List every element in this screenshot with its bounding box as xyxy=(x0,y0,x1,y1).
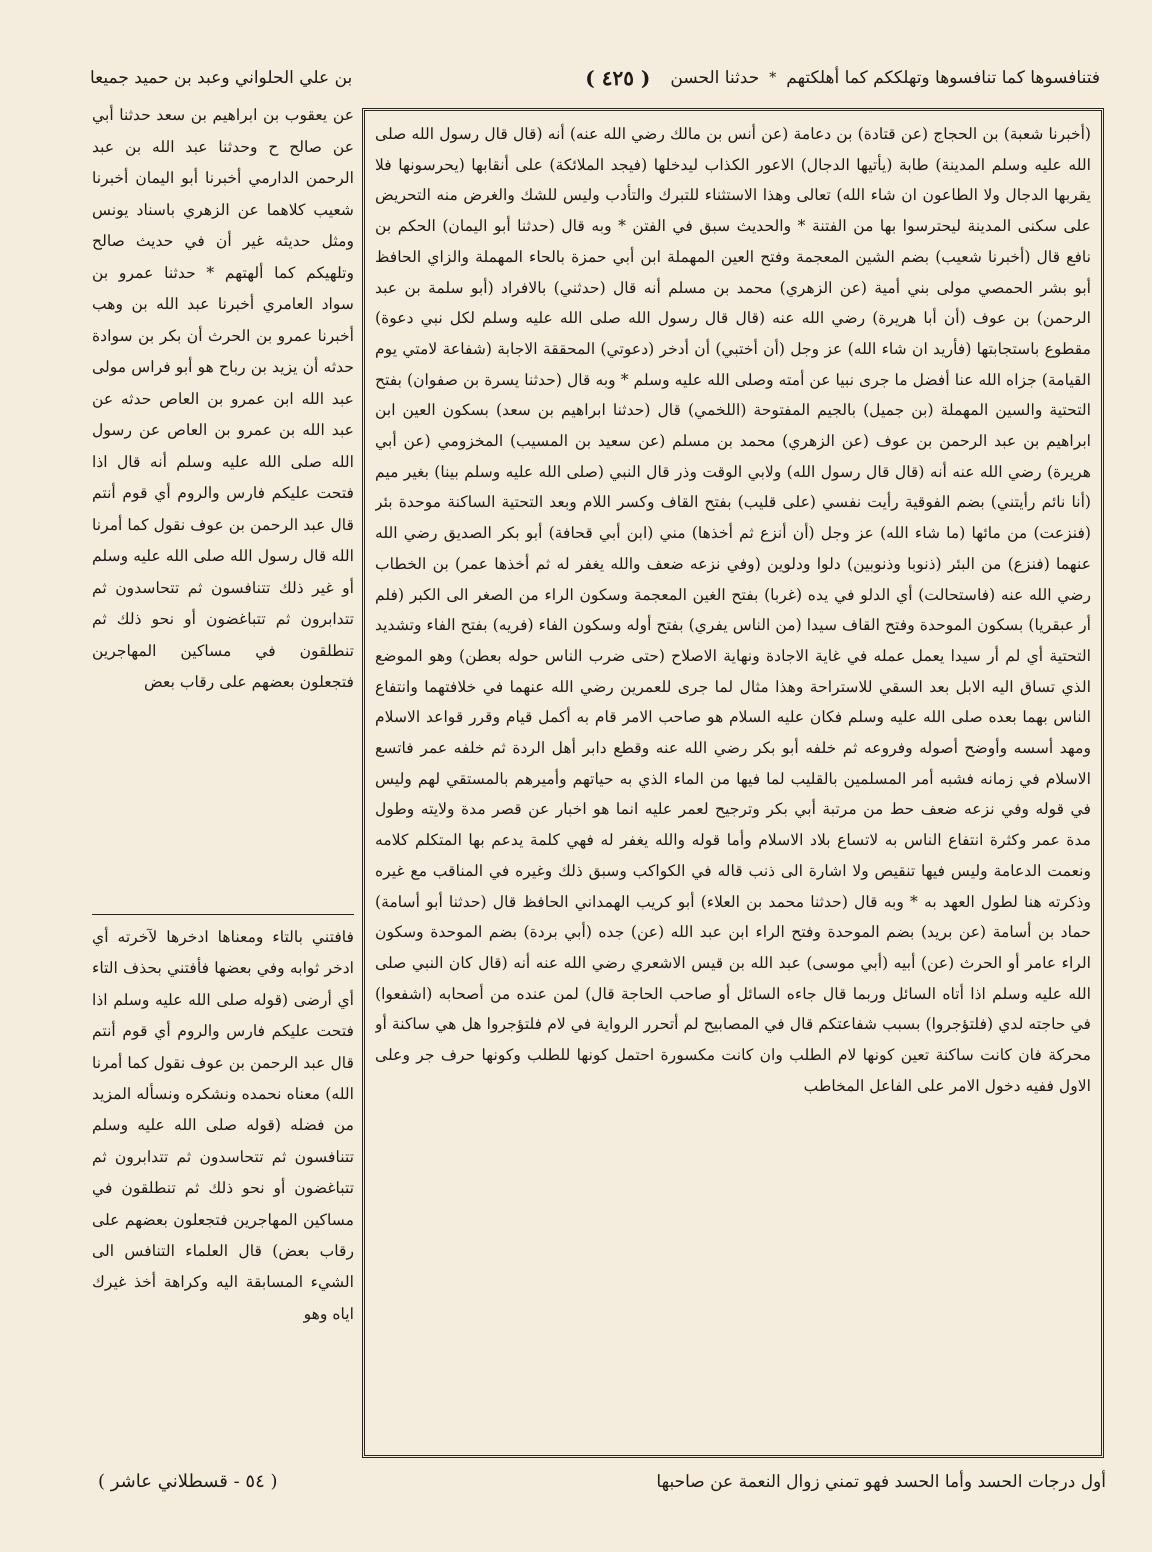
header-text-left: بن علي الحلواني وعبد بن حميد جميعا xyxy=(90,68,353,88)
header-text-right: فتنافسوها كما تنافسوها وتهلككم كما أهلكتهم xyxy=(786,68,1100,88)
footer-signature: ( ٥٤ - قسطلاني عاشر ) xyxy=(98,1471,278,1492)
header-star: * xyxy=(769,70,777,86)
header-text-mid: حدثنا الحسن xyxy=(670,68,760,88)
margin-divider xyxy=(92,914,354,915)
margin-commentary-text: فافتني بالتاء ومعناها ادخرها لآخرته أي ادخر ثوابه وفي بعضها فأفتني بحذف التاء أي أرضى (قوله صلى الله عليه وسلم اذا فتحت عليكم فارس والروم أي قوم أنتم قال عبد الرحمن بن عوف نقول كما أمرنا الله) معناه نحمده ونشكره ونسأله المزيد من فضله (قوله صلى الله عليه وسلم تتنافسون ثم تتحاسدون ثم تتدابرون ثم تتباغضون أو نحو ذلك ثم تنطلقون في مساكين المهاجرين فتجعلون بعضهم على رقاب بعض) قال العلماء التنافس الى الشيء المسابقة اليه وكراهة أخذ غيرك اياه وهو xyxy=(92,928,354,1323)
page-number: ( ٤٢٥ ) xyxy=(585,66,651,90)
page-footer xyxy=(98,1462,1106,1502)
footer-text: أول درجات الحسد وأما الحسد فهو تمني زوال النعمة عن صاحبها xyxy=(656,1472,1106,1492)
page-header xyxy=(90,58,1100,98)
main-text-frame xyxy=(362,108,1104,1458)
header-right xyxy=(575,58,1100,98)
main-commentary-text: (أخبرنا شعبة) بن الحجاج (عن قتادة) بن دعامة (عن أنس بن مالك رضي الله عنه) أنه (قال قال رسول الله صلى الله عليه وسلم المدينة) طابة (يأتيها الدجال) الاعور الكذاب ليدخلها (فيجد الملائكة) على أنقابها (يحرسونها فلا يقربها الدجال ولا الطاعون ان شاء الله) تعالى وهذا الاستثناء للتبرك والتأدب وليس للشك والغرض منه التحريض على سكنى المدينة ليحترسوا بها من الفتنة * والحديث سبق في الفتن * وبه قال (حدثنا أبو اليمان) الحكم بن نافع قال (أخبرنا شعيب) بضم الشين المعجمة وفتح العين المهملة ابن أبي حمزة بالحاء المهملة والزاي الحافظ أبو بشر الحمصي مولى بني أمية (عن الزهري) محمد بن مسلم أنه قال (حدثني) بالافراد (أبو سلمة بن عبد الرحمن) بن عوف (أن أبا هريرة) رضي الله عنه (قال قال رسول الله صلى الله عليه وسلم لكل نبي دعوة) مقطوع باستجابتها (فأريد ان شاء الله) عز وجل (أن أختبي) أن أدخر (دعوتي) المحققة الاجابة (شفاعة لامتي يوم القيامة) جزاه الله عنا أفضل ما جرى نبيا عن أمته وصلى الله عليه وسلم * وبه قال (حدثنا يسرة بن صفوان) بفتح التحتية والسين المهملة (بن جميل) بالجيم المفتوحة (اللخمي) قال (حدثنا ابراهيم بن سعد) بسكون العين ابن ابراهيم بن عبد الرحمن بن عوف (عن الزهري) محمد بن مسلم (عن سعيد بن المسيب) المخزومي (عن أبي هريرة) رضي الله عنه أنه (قال قال رسول الله) ولابي الوقت وذر قال النبي (صلى الله عليه وسلم بينا) بغير ميم (أنا نائم رأيتني) بضم الفوقية رأيت نفسي (على قليب) بفتح القاف وكسر اللام وبعد التحتية الساكنة موحدة بئر (فنزعت) من مائها (ما شاء الله) عز وجل (أن أنزع ثم أخذها) مني (ابن أبي قحافة) أبو بكر الصديق رضي الله عنهما (فنزع) من البئر (ذنوبا وذنوبين) دلوا ودلوين (وفي نزعه ضعف والله يغفر له ثم أخذها عمر) بن الخطاب رضي الله عنه (فاستحالت) أي الدلو في يده (غربا) بفتح الغين المعجمة وسكون الراء من الصغر الى الكبر (فلم أر عبقريا) بسكون الموحدة وفتح القاف سيدا (من الناس يفري) بفتح أوله وسكون الفاء (فريه) بفتح الفاء وتشديد التحتية أي لم أر سيدا يعمل عمله في غاية الاجادة ونهاية الاصلاح (حتى ضرب الناس حوله بعطن) وهو الموضع الذي تساق اليه الابل بعد السقي للاستراحة وهذا مثال لما جرى للعمرين رضي الله عنهما في خلافتهما وانتفاع الناس بهما بعده صلى الله عليه وسلم فكان عليه السلام هو صاحب الامر قام به أكمل قيام وقرر قواعد الاسلام ومهد أسسه وأوضح أصوله وفروعه ثم خلفه أبو بكر رضي الله عنه وقطع دابر أهل الردة ثم خلفه عمر فاتسع الاسلام في زمانه فشبه أمر المسلمين بالقليب لما فيها من الماء الذي به حياتهم وأميرهم بالمستقي لهم وليس في قوله وفي نزعه ضعف حط من مرتبة أبي بكر وترجيح لعمر عليه انما هو اخبار عن قصر مدة ولايته وطول مدة عمر وكثرة انتفاع الناس به لاتساع بلاد الاسلام وأما قوله والله يغفر له فهي كلمة يدعم بها المتكلم كلامه ونعمت الدعامة وليس فيها تنقيص ولا اشارة الى ذنب قاله في الكواكب وسبق ذلك وغيره في المناقب مع غيره وذكرته هنا لطول العهد به * وبه قال (حدثنا محمد بن العلاء) أبو كريب الهمداني الحافظ قال (حدثنا أبو أسامة) حماد بن أسامة (عن بريد) بضم الموحدة وفتح الراء ابن عبد الله (عن) جده (أبي بردة) بضم الموحدة وسكون الراء عامر أو الحرث (عن) أبيه (أبي موسى) عبد الله بن قيس الاشعري رضي الله عنه أنه (قال كان النبي صلى الله عليه وسلم اذا أتاه السائل وربما قال جاءه السائل أو صاحب الحاجة قال) لمن عنده من أصحابه (اشفعوا) في حاجته لدي (فلتؤجروا) بسبب شفاعتكم قال في المصابيح لم أتحرر الرواية في لام فلتؤجروا هل هي ساكنة أو محركة فان كانت ساكنة تعين كونها لام الطلب وان كانت مكسورة احتمل كونها للطلب وكونها حرف جر وعلى الاول ففيه دخول الامر على الفاعل المخاطب xyxy=(375,125,1091,1095)
margin-hadith-text: عن يعقوب بن ابراهيم بن سعد حدثنا أبي عن صالح ح وحدثنا عبد الله بن عبد الرحمن الدارمي أخبرنا أبو اليمان أخبرنا شعيب كلاهما عن الزهري باسناد يونس ومثل حديثه غير أن في حديث صالح وتلهيكم كما ألهتهم * حدثنا عمرو بن سواد العامري أخبرنا عبد الله بن وهب أخبرنا عمرو بن الحرث أن بكر بن سوادة حدثه أن يزيد بن رباح هو أبو فراس مولى عبد الله ابن عمرو بن العاص حدثه عن عبد الله بن عمرو بن العاص عن رسول الله صلى الله عليه وسلم أنه قال اذا فتحت عليكم فارس والروم أي قوم أنتم قال عبد الرحمن بن عوف نقول كما أمرنا الله قال رسول الله صلى الله عليه وسلم أو غير ذلك تتنافسون ثم تتحاسدون ثم تتدابرون ثم تتباغضون أو نحو ذلك ثم تنطلقون في مساكين المهاجرين فتجعلون بعضهم على رقاب بعض xyxy=(92,106,354,691)
